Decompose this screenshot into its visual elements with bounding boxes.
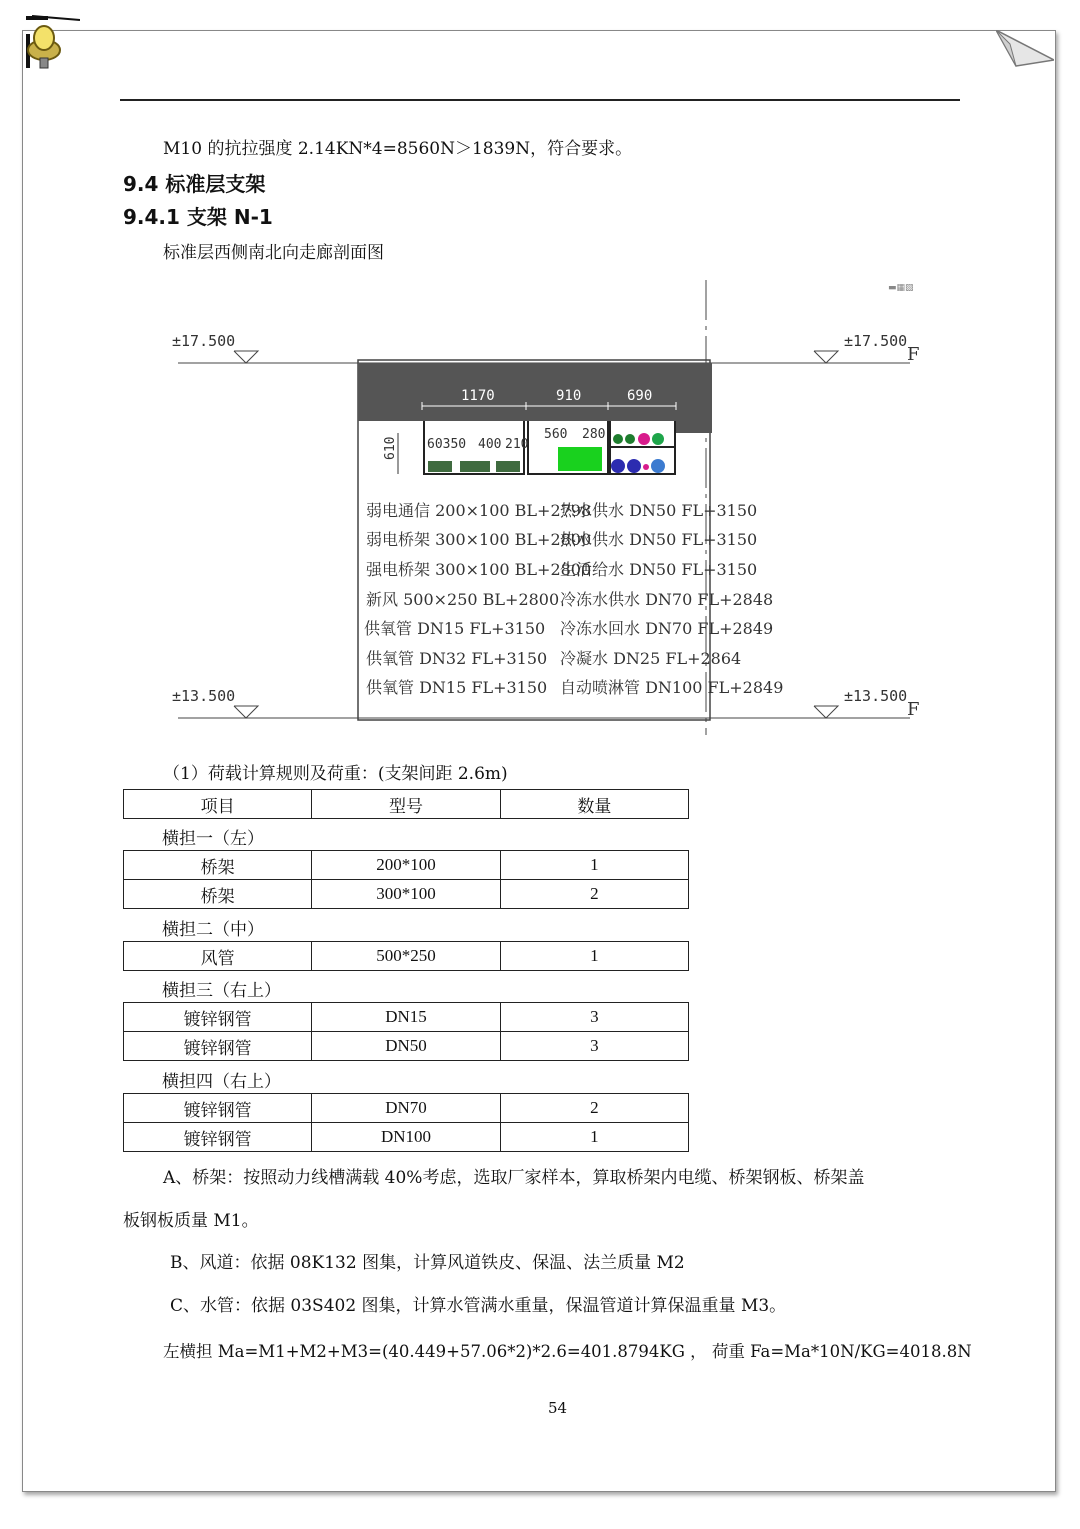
- label-left-2: 强电桥架 300×100 BL+2800: [366, 560, 592, 579]
- header-qty: 数量: [500, 790, 688, 819]
- elevation-top-right: ±17.500: [844, 332, 908, 350]
- group-table-1: [123, 850, 689, 909]
- table-row: [124, 880, 689, 909]
- label-right-3: 冷冻水供水 DN70 FL+2848: [560, 590, 774, 609]
- cell-item: 桥架: [124, 851, 312, 880]
- cell-item: 镀锌钢管: [124, 1003, 312, 1032]
- group-table-3: [123, 1002, 689, 1061]
- pipes-lower: [611, 459, 665, 473]
- label-left-5: 供氧管 DN32 FL+3150: [366, 649, 548, 668]
- label-left-4: 供氧管 DN15 FL+3150: [364, 619, 546, 638]
- intro-line: M10 的抗拉强度 2.14KN*4=8560N＞1839N，符合要求。: [163, 139, 633, 159]
- cell-model: 300*100: [312, 880, 500, 909]
- dim-210: 210: [505, 437, 529, 452]
- cell-model: DN15: [312, 1003, 500, 1032]
- left-labels: [364, 501, 591, 697]
- cell-qty: 1: [500, 851, 688, 880]
- cable-trays: [428, 461, 520, 472]
- table-row: [124, 1003, 689, 1032]
- grid-label-bottom: F: [907, 699, 920, 720]
- header-item: 项目: [124, 790, 312, 819]
- pipes-upper: [613, 433, 664, 445]
- dim-280: 280: [582, 427, 606, 442]
- label-left-1: 弱电桥架 300×100 BL+2800: [366, 530, 592, 549]
- label-right-1: 热水供水 DN50 FL+3150: [560, 530, 758, 549]
- table-header: [123, 789, 689, 819]
- dim-560: 560: [544, 427, 568, 442]
- paragraph-a-line1: A、桥架：按照动力线槽满载 40%考虑，选取厂家样本，算取桥架内电缆、桥架钢板、桥架盖: [163, 1168, 865, 1188]
- cell-qty: 1: [500, 1123, 688, 1152]
- cell-qty: 3: [500, 1003, 688, 1032]
- cell-item: 镀锌钢管: [124, 1094, 312, 1123]
- label-right-0: 热水供水 DN50 FL+3150: [560, 501, 758, 520]
- cell-model: DN100: [312, 1123, 500, 1152]
- cell-qty: 3: [500, 1032, 688, 1061]
- cell-model: DN50: [312, 1032, 500, 1061]
- group-title-2: 横担二（中）: [162, 920, 264, 940]
- label-right-4: 冷冻水回水 DN70 FL+2849: [560, 619, 774, 638]
- header-rule: [120, 99, 960, 101]
- air-duct: [558, 447, 602, 471]
- corridor-section: [358, 360, 783, 720]
- grid-label-top: F: [907, 344, 920, 365]
- cell-qty: 2: [500, 880, 688, 909]
- section-drawing: [150, 275, 940, 740]
- label-right-2: 生活给水 DN50 FL+3150: [560, 560, 758, 579]
- elevation-top-left: ±17.500: [172, 332, 236, 350]
- figure-caption: 标准层西侧南北向走廊剖面图: [163, 243, 384, 263]
- group-title-4: 横担四（右上）: [162, 1072, 281, 1092]
- paragraph-c: C、水管：依据 03S402 图集，计算水管满水重量，保温管道计算保温重量 M3。: [170, 1296, 787, 1316]
- label-left-3: 新风 500×250 BL+2800: [366, 590, 560, 609]
- label-left-0: 弱电通信 200×100 BL+2798: [366, 501, 592, 520]
- cell-item: 风管: [124, 942, 312, 971]
- cell-qty: 1: [500, 942, 688, 971]
- dim-610: 610: [383, 436, 398, 460]
- dim-60350: 60350: [427, 437, 467, 452]
- page-corner-fold-icon: [996, 30, 1054, 70]
- table-row: [124, 1094, 689, 1123]
- label-left-6: 供氧管 DN15 FL+3150: [366, 678, 548, 697]
- cell-item: 镀锌钢管: [124, 1123, 312, 1152]
- group-table-4: [123, 1093, 689, 1152]
- label-right-5: 冷凝水 DN25 FL+2864: [560, 649, 742, 668]
- group-table-2: [123, 941, 689, 971]
- subsection-heading: 9.4.1 支架 N-1: [123, 205, 273, 229]
- corner-mark: ▬▦▧: [888, 283, 914, 293]
- pushpin-icon: [24, 14, 80, 70]
- cell-qty: 2: [500, 1094, 688, 1123]
- dim-1170: 1170: [461, 388, 495, 404]
- cell-model: 500*250: [312, 942, 500, 971]
- cell-item: 镀锌钢管: [124, 1032, 312, 1061]
- cell-item: 桥架: [124, 880, 312, 909]
- page-number: 54: [548, 1399, 568, 1417]
- elevation-bottom-right: ±13.500: [844, 687, 908, 705]
- dim-400: 400: [478, 437, 502, 452]
- group-title-3: 横担三（右上）: [162, 981, 281, 1001]
- table-row: [124, 851, 689, 880]
- group-title-1: 横担一（左）: [162, 829, 264, 849]
- paragraph-b: B、风道：依据 08K132 图集，计算风道铁皮、保温、法兰质量 M2: [170, 1253, 685, 1273]
- table-row: [124, 1123, 689, 1152]
- cell-model: DN70: [312, 1094, 500, 1123]
- formula-line: 左横担 Ma=M1+M2+M3=(40.449+57.06*2)*2.6=401.8794KG ， 荷重 Fa=Ma*10N/KG=4018.8N: [163, 1342, 972, 1361]
- table-row: [124, 942, 689, 971]
- paragraph-a-line2: 板钢板质量 M1。: [123, 1211, 259, 1231]
- cell-model: 200*100: [312, 851, 500, 880]
- right-labels: [560, 501, 783, 697]
- section-heading: 9.4 标准层支架: [123, 172, 266, 196]
- load-intro: （1）荷载计算规则及荷重：(支架间距 2.6m): [163, 764, 508, 784]
- elevation-bottom-left: ±13.500: [172, 687, 236, 705]
- label-right-6: 自动喷淋管 DN100 FL+2849: [560, 678, 784, 697]
- table-row: [124, 1032, 689, 1061]
- dim-910: 910: [556, 388, 582, 404]
- header-model: 型号: [312, 790, 500, 819]
- dim-690: 690: [627, 388, 653, 404]
